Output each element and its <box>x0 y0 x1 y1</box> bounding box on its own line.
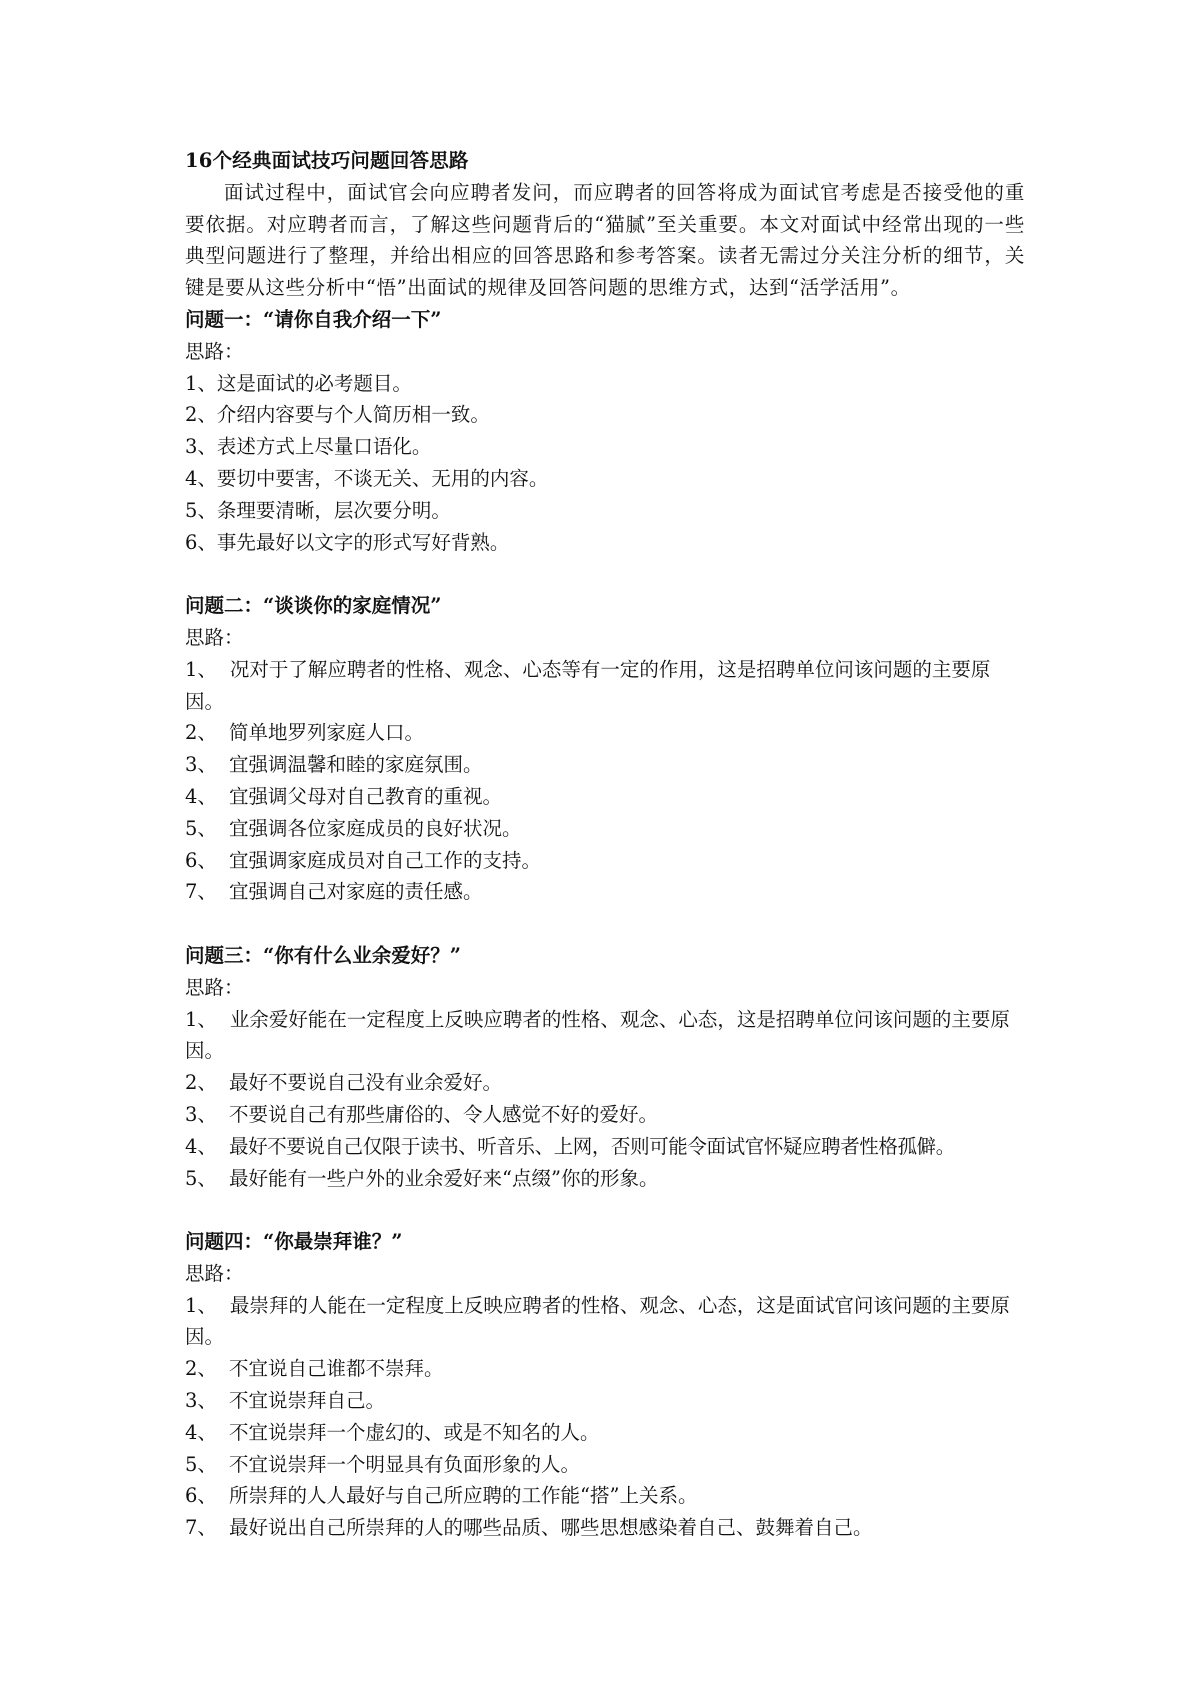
document-title: 16个经典面试技巧问题回答思路 <box>185 149 469 172</box>
list-item: 4、 宜强调父母对自己教育的重视。 <box>185 784 503 808</box>
question-title: 问题四：“你最崇拜谁？” <box>185 1230 403 1254</box>
list-item: 3、 表述方式上尽量口语化。 <box>185 435 432 459</box>
list-item: 2、 介绍内容要与个人简历相一致。 <box>185 403 490 427</box>
approach-label: 思路： <box>185 339 244 363</box>
section-gap <box>185 558 1025 590</box>
question-title: 问题一：“请你自我介绍一下” <box>185 307 442 331</box>
approach-label: 思路： <box>185 975 244 999</box>
list-item: 4、 最好不要说自己仅限于读书、听音乐、上网，否则可能令面试官怀疑应聘者性格孤僻。 <box>185 1134 955 1158</box>
approach-label: 思路： <box>185 1261 244 1285</box>
list-item: 3、 宜强调温馨和睦的家庭氛围。 <box>185 753 483 777</box>
intro-paragraph: 面试过程中，面试官会向应聘者发问，而应聘者的回答将成为面试官考虑是否接受他的重要依据。对应聘者而言，了解这些问题背后的“猫腻”至关重要。本文对面试中经常出现的一些典型问题进行了整理，并给出相应的回答思路和参考答案。读者无需过分关注分析的细节，关键是要从这些分析中“悟”出面试的规律及回答问题的思维方式，达到“活学活用”。 <box>185 180 1025 300</box>
list-item: 6、 宜强调家庭成员对自己工作的支持。 <box>185 848 542 872</box>
list-item: 4、 要切中要害，不谈无关、无用的内容。 <box>185 466 549 490</box>
list-item: 4、 不宜说崇拜一个虚幻的、或是不知名的人。 <box>185 1420 600 1444</box>
list-item: 2、 最好不要说自己没有业余爱好。 <box>185 1071 503 1095</box>
list-item: 7、 宜强调自己对家庭的责任感。 <box>185 880 483 904</box>
list-item: 1、 况对于了解应聘者的性格、观念、心态等有一定的作用，这是招聘单位问该问题的主要原因。 <box>185 657 991 713</box>
list-item: 2、 简单地罗列家庭人口。 <box>185 721 425 745</box>
list-item: 5、 宜强调各位家庭成员的良好状况。 <box>185 816 522 840</box>
list-item: 7、 最好说出自己所崇拜的人的哪些品质、哪些思想感染着自己、鼓舞着自己。 <box>185 1516 873 1540</box>
list-item: 6、 所崇拜的人人最好与自己所应聘的工作能“搭”上关系。 <box>185 1484 698 1508</box>
list-item: 2、 不宜说自己谁都不崇拜。 <box>185 1357 444 1381</box>
list-item: 1、 业余爱好能在一定程度上反映应聘者的性格、观念、心态，这是招聘单位问该问题的主要原因。 <box>185 1007 1010 1063</box>
list-item: 5、 最好能有一些户外的业余爱好来“点缀”你的形象。 <box>185 1166 659 1190</box>
document-page <box>185 145 1025 1544</box>
list-item: 6、 事先最好以文字的形式写好背熟。 <box>185 530 510 554</box>
list-item: 5、 不宜说崇拜一个明显具有负面形象的人。 <box>185 1452 581 1476</box>
list-item: 3、 不宜说崇拜自己。 <box>185 1389 386 1413</box>
section-gap <box>185 908 1025 940</box>
list-item: 1、 这是面试的必考题目。 <box>185 371 412 395</box>
list-item: 1、 最崇拜的人能在一定程度上反映应聘者的性格、观念、心态，这是面试官问该问题的主要原因。 <box>185 1293 1010 1349</box>
question-title: 问题二：“谈谈你的家庭情况” <box>185 594 442 618</box>
question-title: 问题三：“你有什么业余爱好？” <box>185 943 461 967</box>
approach-label: 思路： <box>185 625 244 649</box>
list-item: 3、 不要说自己有那些庸俗的、令人感觉不好的爱好。 <box>185 1102 659 1126</box>
list-item: 5、 条理要清晰，层次要分明。 <box>185 498 451 522</box>
section-gap <box>185 1194 1025 1226</box>
